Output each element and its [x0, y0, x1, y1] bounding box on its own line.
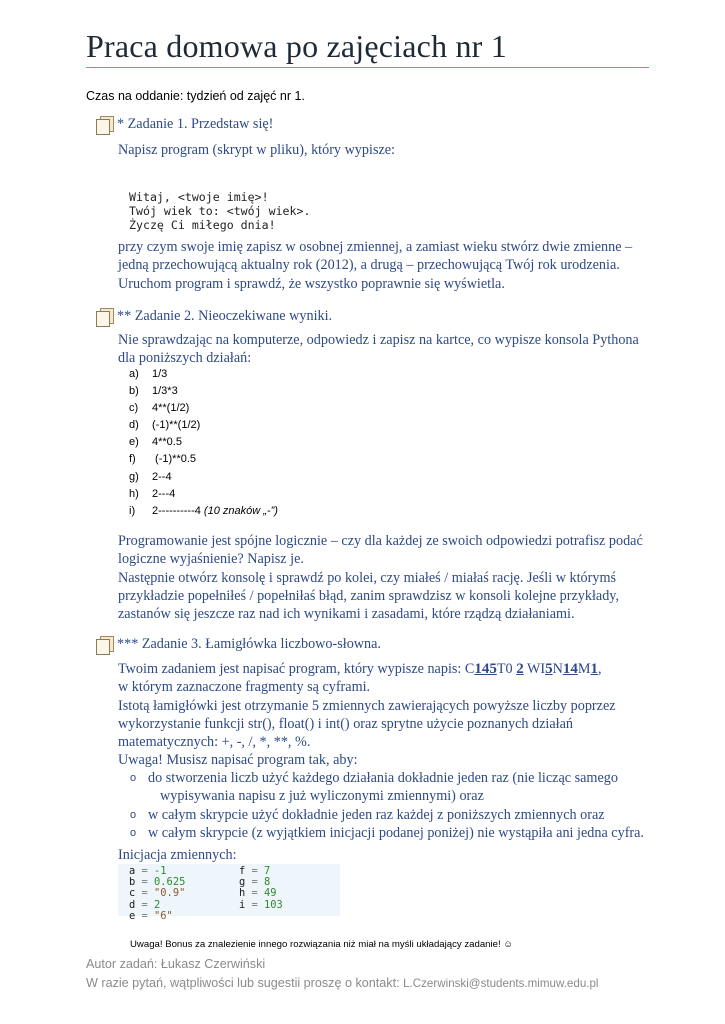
- task1-heading: [96, 116, 273, 133]
- expression: 1/3*3: [152, 385, 178, 398]
- task2-expression-list: [129, 366, 278, 520]
- list-item: [130, 806, 650, 824]
- task2-intro: [118, 331, 648, 368]
- task3-heading-text: *** Zadanie 3. Łamigłówka liczbowo-słowna.: [117, 636, 381, 652]
- list-item: [129, 417, 278, 434]
- text-line: w całym skrypcie (z wyjątkiem inicjacji podanej poniżej) nie wystąpiła ani jedna cyfra.: [148, 824, 644, 841]
- text-line: dla poniższych działań:: [118, 350, 252, 367]
- text-line: jedną przechowującą aktualny rok (2012), a drugą – przechowującą Twój rok urodzenia.: [118, 257, 620, 274]
- bullet-circle-icon: o: [130, 826, 137, 839]
- variable-row: [129, 911, 185, 922]
- variable-name: f: [239, 865, 246, 877]
- variable-value: -1: [154, 865, 167, 877]
- text-line: Następnie otwórz konsolę i sprawdź po kolei, czy miałeś / miałaś rację. Jeśli w którymś: [118, 569, 617, 586]
- variable-value: 7: [264, 865, 271, 877]
- phrase-fragment: ,: [597, 661, 602, 677]
- variable-value: 49: [264, 887, 277, 900]
- list-item: [129, 469, 278, 486]
- task2-heading-text: ** Zadanie 2. Nieoczekiwane wyniki.: [117, 308, 333, 324]
- list-letter: f): [129, 453, 136, 466]
- variable-value: 103: [264, 898, 283, 911]
- task2-body: [118, 532, 648, 623]
- phrase-fragment: WI: [523, 661, 546, 677]
- text-line: przykładzie popełniłeś / popełniłaś błąd, zanim sprawdzisz w konsoli kolejne przykłady,: [118, 587, 620, 604]
- variable-name: i: [239, 898, 246, 911]
- text-line: wypisywania napisu z już wyliczonymi zmiennymi) oraz: [160, 788, 484, 805]
- bonus-note: Uwaga! Bonus za znalezienie innego rozwiązania niż miał na myśli układający zadanie! ☺: [130, 939, 514, 950]
- task3-line1-prefix: Twoim zadaniem jest napisać program, który wypisze napis:: [118, 661, 465, 677]
- digit-fragment: 1: [590, 661, 598, 677]
- code-line: Twój wiek to: <twój wiek>.: [129, 204, 311, 218]
- bullet-circle-icon: o: [130, 808, 137, 821]
- variable-name: g: [239, 876, 246, 889]
- task2-heading: [96, 308, 332, 325]
- list-item: [129, 383, 278, 400]
- code-line: Witaj, <twoje imię>!: [129, 190, 269, 204]
- expression: 4**0.5: [152, 436, 182, 449]
- code-line: Życzę Ci miłego dnia!: [129, 218, 276, 232]
- variable-name: d: [129, 898, 136, 911]
- list-letter: d): [129, 419, 139, 432]
- variable-value: "0.9": [154, 887, 186, 900]
- list-letter: h): [129, 487, 139, 500]
- list-letter: e): [129, 436, 139, 449]
- assign-operator: =: [245, 876, 265, 889]
- text-line: Nie sprawdzając na komputerze, odpowiedz i zapisz na kartce, co wypisze konsola Pythona: [118, 332, 639, 348]
- contact-prefix: W razie pytań, wątpliwości lub sugestii proszę o kontakt:: [86, 976, 404, 990]
- document-icon: [96, 116, 114, 133]
- assign-operator: =: [135, 898, 155, 911]
- text-line: przy czym swoje imię zapisz w osobnej zmiennej, a zamiast wieku stwórz dwie zmienne –: [118, 239, 633, 255]
- expression: (-1)**(1/2): [152, 419, 201, 432]
- variable-name: c: [129, 887, 136, 900]
- digit-fragment: 5: [545, 661, 553, 677]
- text-line: logiczne wyjaśnienie? Napisz je.: [118, 551, 304, 568]
- bullet-circle-icon: o: [130, 772, 137, 784]
- task3-heading: [96, 636, 381, 653]
- footer-author: Autor zadań: Łukasz Czerwiński: [86, 957, 266, 971]
- list-item: [129, 434, 278, 451]
- text-line: Istotą łamigłówki jest otrzymanie 5 zmiennych zawierających powyższe liczby poprzez: [118, 697, 616, 714]
- digit-fragment: 2: [516, 661, 524, 677]
- task1-intro: Napisz program (skrypt w pliku), który wypisze:: [118, 142, 395, 158]
- list-item: [129, 451, 278, 468]
- phrase-fragment: M: [577, 661, 591, 677]
- document-icon: [96, 636, 114, 653]
- list-letter: g): [129, 470, 139, 483]
- variable-value: 0.625: [154, 876, 186, 889]
- text-line: [118, 660, 648, 678]
- text-line: w całym skrypcie użyć dokładnie jeden raz każdej z poniższych zmiennych oraz: [148, 806, 605, 823]
- target-phrase: [465, 661, 602, 677]
- text-line: matematycznych: +, -, /, *, **, %.: [118, 734, 311, 751]
- assign-operator: =: [245, 898, 265, 911]
- variable-name: b: [129, 876, 136, 889]
- task1-code: [129, 176, 310, 232]
- task3-body: [118, 660, 648, 770]
- text-line: Uwaga! Musisz napisać program tak, aby:: [118, 752, 358, 769]
- list-item: [130, 769, 650, 806]
- expression-note: (10 znaków „-”): [200, 504, 278, 517]
- assign-operator: =: [135, 887, 155, 900]
- list-item: [129, 366, 278, 383]
- expression: 1/3: [152, 368, 168, 380]
- text-line: w którym zaznaczone fragmenty są cyframi.: [118, 679, 371, 696]
- variable-value: 2: [154, 898, 161, 911]
- list-letter: a): [129, 368, 139, 380]
- variable-row: [239, 900, 283, 911]
- list-item: [130, 824, 650, 842]
- assign-operator: =: [135, 909, 155, 922]
- expression: 2--4: [152, 470, 172, 483]
- assign-operator: =: [245, 887, 265, 900]
- deadline-text: Czas na oddanie: tydzień od zajęć nr 1.: [86, 89, 305, 103]
- title-divider: [86, 67, 649, 68]
- footer-contact: [86, 976, 599, 990]
- expression: 2---4: [152, 487, 176, 500]
- variable-name: h: [239, 887, 246, 900]
- expression: (-1)**0.5: [152, 453, 197, 466]
- assign-operator: =: [135, 876, 155, 889]
- digit-fragment: 14: [562, 661, 578, 677]
- contact-email-link[interactable]: L.Czerwinski@students.mimuw.edu.pl: [403, 977, 599, 990]
- page-title: Praca domowa po zajęciach nr 1: [86, 28, 507, 64]
- list-letter: b): [129, 385, 139, 398]
- list-item: [129, 400, 278, 417]
- init-label: Inicjacja zmiennych:: [118, 847, 237, 863]
- expression: 2----------4: [152, 504, 201, 517]
- variable-value: "6": [154, 909, 173, 922]
- task3-rules-list: [130, 769, 650, 842]
- list-item: [129, 486, 278, 503]
- text-line: zastanów się jeszcze raz nad ich wynikami i zasadami, które rządzą działaniami.: [118, 606, 575, 623]
- task1-heading-text: * Zadanie 1. Przedstaw się!: [117, 116, 274, 132]
- expression: 4**(1/2): [152, 402, 190, 415]
- variables-left-column: [129, 866, 185, 922]
- document-icon: [96, 308, 114, 325]
- text-line: wykorzystanie funkcji str(), float() i int() oraz sprytne użycie poznanych działań: [118, 715, 574, 732]
- variable-name: e: [129, 909, 136, 922]
- list-item: [129, 503, 278, 520]
- phrase-fragment: T0: [496, 661, 517, 677]
- variable-value: 8: [264, 876, 271, 889]
- phrase-fragment: N: [552, 661, 563, 677]
- list-letter: i): [129, 504, 136, 517]
- assign-operator: =: [135, 865, 155, 877]
- variables-right-column: [239, 866, 283, 911]
- task1-body: [118, 238, 648, 293]
- digit-fragment: 145: [474, 661, 497, 677]
- text-line: Programowanie jest spójne logicznie – czy dla każdej ze swoich odpowiedzi potrafisz podać: [118, 533, 643, 549]
- list-letter: c): [129, 402, 139, 415]
- assign-operator: =: [245, 865, 265, 877]
- phrase-fragment: C: [464, 661, 475, 677]
- text-line: do stworzenia liczb użyć każdego działania dokładnie jeden raz (nie licząc samego: [148, 770, 618, 786]
- variable-name: a: [129, 865, 136, 877]
- text-line: Uruchom program i sprawdź, że wszystko poprawnie się wyświetla.: [118, 275, 505, 292]
